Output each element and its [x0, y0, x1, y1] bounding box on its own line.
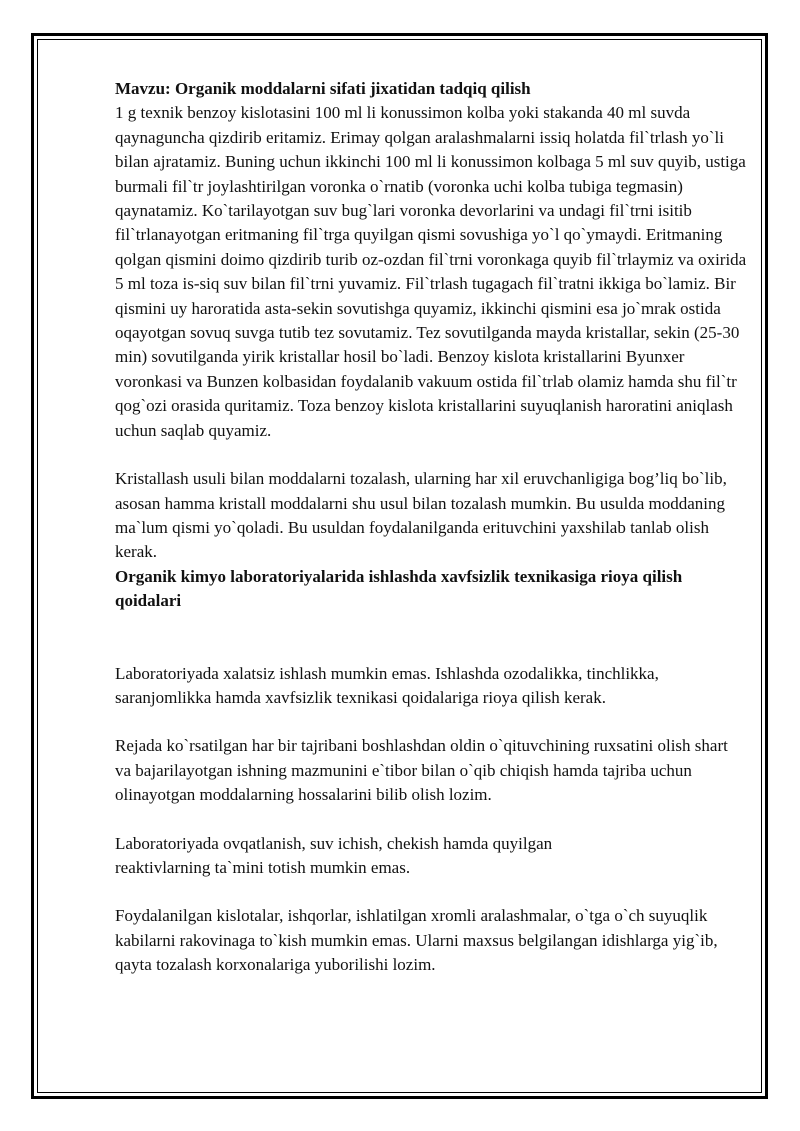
- spacer: [115, 443, 747, 467]
- paragraph-crystallization: Kristallash usuli bilan moddalarni tozalash, ularning har xil eruvchanligiga bog’liq bo`lib, asosan hamma kristall moddalarni shu usul bilan tozalash mumkin. Bu usulda moddaning ma`lum qismi yo`qoladi. Bu usuldan foydalanilganda erituvchini yaxshilab tanlab olish kerak.: [115, 469, 727, 562]
- paragraph-lab-coat-rule: Laboratoriyada xalatsiz ishlash mumkin emas. Ishlashda ozodalikka, tinchlikka, saranjomlikka hamda xavfsizlik texnikasi qoidalariga rioya qilish kerak.: [115, 663, 659, 707]
- paragraph-eating-rule: [115, 832, 747, 881]
- paragraph-permission-rule: Rejada ko`rsatilgan har bir tajribani boshlashdan oldin o`qituvchining ruxsatini olish shart va bajarilayotgan ishning mazmunini e`tibor bilan o`qib chiqish hamda tajriba uchun olinayotgan moddalarning hossalarini bilib olish lozim.: [115, 736, 728, 805]
- spacer: [115, 808, 747, 832]
- document-body: [115, 77, 747, 978]
- spacer: [115, 614, 747, 662]
- spacer: [115, 710, 747, 734]
- paragraph-benzoic-acid-procedure: 1 g texnik benzoy kislotasini 100 ml li konussimon kolba yoki stakanda 40 ml suvda qaynaguncha qizdirib eritamiz. Erimay qolgan aralashmalarni issiq holatda fil`trlash yo`li bilan ajratamiz. Buning uchun ikkinchi 100 ml li konussimon kolbaga 5 ml suv quyib, ustiga burmali fil`tr joylashtirilgan voronka o`rnatib (voronka uchi kolba tubiga tegmasin) qaynatamiz. Ko`tarilayotgan suv bug`lari voronka devorlarini va undagi fil`trni isitib fil`trlanayotgan eritmaning fil`trga quyilgan qismi sovushiga yo`l qo`ymaydi. Eritmaning qolgan qismini doimo qizdirib turib oz-ozdan fil`trni voronkaga quyib fil`trlaymiz va oxirida 5 ml toza is-siq suv bilan fil`trni yuvamiz. Fil`trlash tugagach fil`tratni ikkiga bo`lamiz. Bir qismini uy haroratida asta-sekin sovutishga quyamiz, ikkinchi qismini esa jo`mrak ostida oqayotgan sovuq suvga tutib tez sovutamiz. Tez sovutilganda mayda kristallar, sekin (25-30 min) sovutilganda yirik kristallar hosil bo`ladi. Benzoy kislota kristallarini Byunxer voronkasi va Bunzen kolbasidan foydalanib vakuum ostida fil`trlab olamiz hamda shu fil`tr qog`ozi orasida quritamiz. Toza benzoy kislota kristallarini suyuqlanish haroratini aniqlash uchun saqlab quyamiz.: [115, 103, 747, 440]
- paragraph-eating-rule-line-2: reaktivlarning ta`mini totish mumkin emas.: [115, 857, 411, 877]
- section-title-safety: Organik kimyo laboratoriyalarida ishlashda xavfsizlik texnikasiga rioya qilish qoidalari: [115, 566, 683, 611]
- paragraph-disposal-rule: Foydalanilgan kislotalar, ishqorlar, ishlatilgan xromli aralashmalar, o`tga o`ch suyuqlik kabilarni rakovinaga to`kish mumkin emas. Ularni maxsus belgilangan idishlarga yig`ib, qayta tozalash korxonalariga yuborilishi lozim.: [115, 906, 718, 975]
- paragraph-eating-rule-line-1: Laboratoriyada ovqatlanish, suv ichish, chekish hamda quyilgan: [115, 833, 553, 853]
- document-title: Mavzu: Organik moddalarni sifati jixatidan tadqiq qilish: [115, 79, 531, 98]
- spacer: [115, 880, 747, 904]
